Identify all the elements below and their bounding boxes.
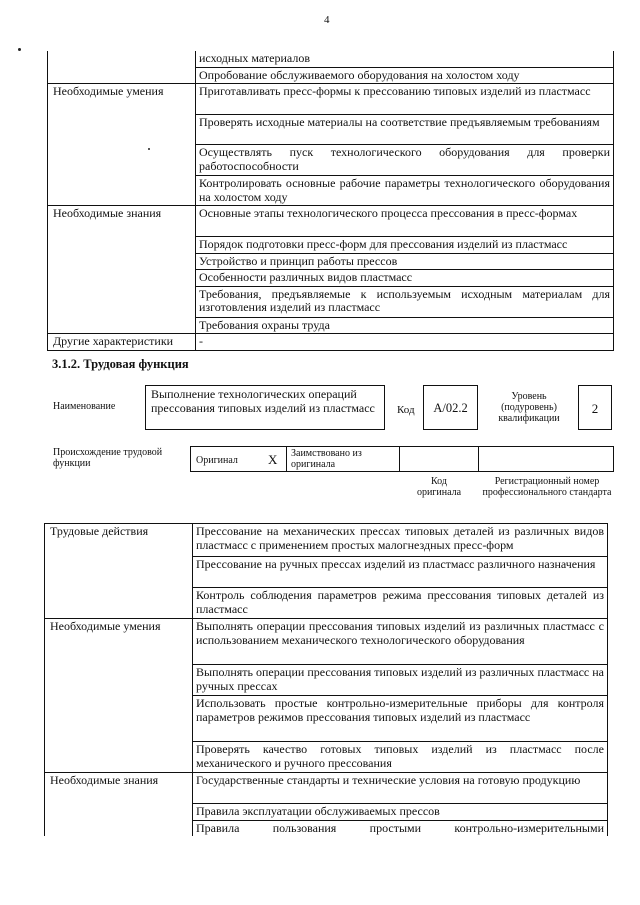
table-item: Прессование на ручных прессах изделий из пластмасс различного назначения <box>193 557 608 588</box>
page-number: 4 <box>324 14 330 26</box>
table-item: Опробование обслуживаемого оборудования на холостом ходу <box>196 67 614 84</box>
table-label-cell: Необходимые знания <box>45 773 193 837</box>
table-item: Правила пользования простыми контрольно-измерительными <box>193 820 608 836</box>
table-item: Основные этапы технологического процесса прессования в пресс-формах <box>196 206 614 237</box>
table-item: исходных материалов <box>196 51 614 67</box>
table-label-cell: Трудовые действия <box>45 524 193 619</box>
margin-mark <box>18 48 21 51</box>
section-heading: 3.1.2. Трудовая функция <box>52 357 189 371</box>
table-item: Использовать простые контрольно-измерительные приборы для контроля параметров режимов прессования типовых изделий из пластмасс <box>193 696 608 742</box>
table-item: - <box>196 334 614 351</box>
table-label-cell: Необходимые умения <box>45 619 193 773</box>
table-label-cell <box>48 51 196 84</box>
table-item: Правила эксплуатации обслуживаемых прессов <box>193 804 608 821</box>
table-item: Прессование на механических прессах типовых деталей из различных видов пластмасс с применением простых малогнездных пресс-форм <box>193 524 608 557</box>
skills-knowledge-table-2 <box>44 523 608 836</box>
original-mark: X <box>268 452 278 467</box>
code-label: Код <box>397 404 415 416</box>
table-item: Осуществлять пуск технологического оборудования для проверки работоспособности <box>196 145 614 176</box>
origin-label: Происхождение трудовой функции <box>53 447 163 469</box>
level-box <box>578 385 612 430</box>
table-item: Выполнять операции прессования типовых изделий из различных пластмасс на ручных прессах <box>193 665 608 696</box>
table-item: Контролировать основные рабочие параметры технологического оборудования на холостом ходу <box>196 176 614 206</box>
original-label: Оригинал <box>196 455 238 466</box>
table-item: Выполнять операции прессования типовых изделий из различных пластмасс с использованием механического технологического оборудования <box>193 619 608 665</box>
table-item: Устройство и принцип работы прессов <box>196 253 614 270</box>
code-value: A/02.2 <box>433 401 468 415</box>
function-name-value: Выполнение технологических операций прессования типовых изделий из пластмасс <box>151 387 375 415</box>
table-item: Проверять качество готовых типовых изделий из пластмасс после механического и ручного прессования <box>193 742 608 773</box>
table-item: Приготавливать пресс-формы к прессованию типовых изделий из пластмасс <box>196 84 614 115</box>
table-item: Проверять исходные материалы на соответствие предъявляемым требованиям <box>196 115 614 145</box>
reg-number-label: Регистрационный номер профессионального стандарта <box>482 476 612 498</box>
code-original-label: Код оригинала <box>416 476 462 498</box>
table-label-cell: Необходимые знания <box>48 206 196 334</box>
table-item: Порядок подготовки пресс-форм для прессования изделий из пластмасс <box>196 237 614 254</box>
table-label-cell: Другие характеристики <box>48 334 196 351</box>
divider <box>478 446 479 472</box>
borrowed-label: Заимствовано из оригинала <box>291 448 362 470</box>
table-item: Требования, предъявляемые к используемым исходным материалам для изготовления изделий из пластмасс <box>196 286 614 317</box>
code-box <box>423 385 478 430</box>
table-item: Государственные стандарты и технические условия на готовую продукцию <box>193 773 608 804</box>
table-item: Контроль соблюдения параметров режима прессования типовых деталей из пластмасс <box>193 588 608 619</box>
table-label-cell: Необходимые умения <box>48 84 196 206</box>
table-item: Требования охраны труда <box>196 317 614 334</box>
divider <box>399 446 400 472</box>
level-label: Уровень (подуровень) квалификации <box>498 391 560 424</box>
table-item: Особенности различных видов пластмасс <box>196 270 614 287</box>
origin-row <box>190 446 614 472</box>
divider <box>286 446 287 472</box>
level-value: 2 <box>591 401 599 416</box>
skills-knowledge-table-1 <box>47 51 614 351</box>
name-label: Наименование <box>53 401 116 412</box>
function-name-box <box>145 385 385 430</box>
